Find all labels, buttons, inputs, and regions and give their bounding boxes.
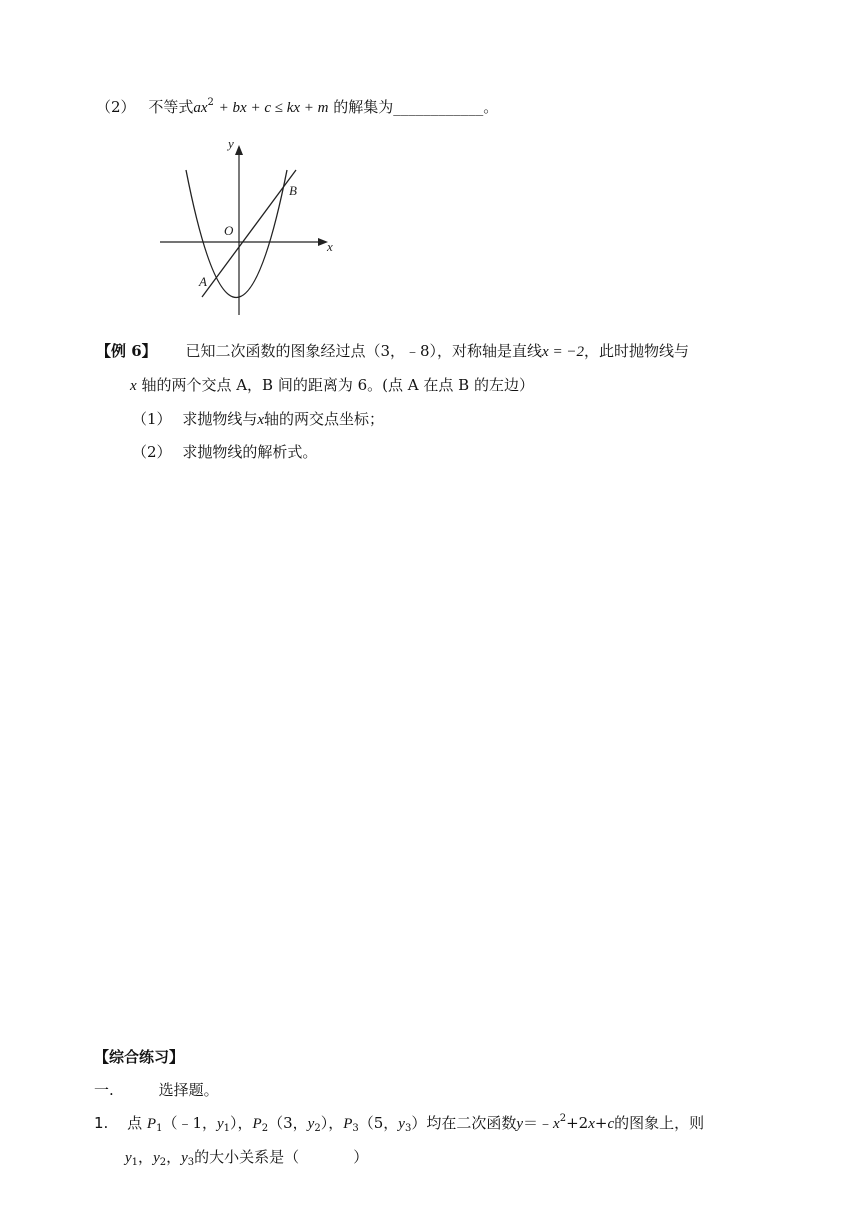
q1-l2-y1: y <box>125 1150 132 1166</box>
section-label: 选择题。 <box>158 1081 219 1099</box>
q1-l2-y3-sub: 3 <box>187 1157 195 1168</box>
q1-p2-sub: 2 <box>261 1123 269 1134</box>
ex6-text1a: 已知二次函数的图象经过点（3，﹣8），对称轴是直线 <box>185 342 543 360</box>
q1-number: 1. <box>94 1114 109 1132</box>
q2-term-a: ax <box>193 100 208 116</box>
q1-eq-plus: + <box>594 1114 608 1132</box>
q1-y1-sub: 1 <box>223 1123 231 1134</box>
q1-l2-comma1: ， <box>138 1148 154 1166</box>
origin-label: O <box>224 223 234 238</box>
section-one <box>94 1079 219 1100</box>
q2-end: 。 <box>483 98 499 116</box>
q1-text-c: ）， <box>230 1114 253 1132</box>
q1-y3: y <box>398 1116 405 1132</box>
q1-l2-y2: y <box>153 1150 160 1166</box>
q1-eq-c: c <box>607 1116 615 1132</box>
q1-eq-eq: ＝﹣ <box>523 1114 554 1132</box>
ex6-x: x <box>130 378 137 394</box>
q1-l2-close: ） <box>353 1148 369 1166</box>
ex6-text1b: ，此时抛物线与 <box>583 342 689 360</box>
q2-term-b: + bx + c ≤ kx + m <box>218 100 329 116</box>
q1-text-g: ）均在二次函数 <box>411 1114 517 1132</box>
ex6-sub1-label: （1） <box>132 410 172 428</box>
q1-l2-y3: y <box>181 1150 188 1166</box>
q1-eq-y: y <box>516 1116 524 1132</box>
straight-line <box>202 170 296 297</box>
q1-eq-plus2: +2 <box>566 1114 589 1132</box>
q1-eq-sup: 2 <box>559 1113 567 1124</box>
q2-line: （2） 不等式$ax^2$ + bx + c ≤ kx + m 的解集为____________。 <box>96 97 499 116</box>
ex6-sub1 <box>132 408 384 429</box>
q1-p3: P <box>343 1116 353 1132</box>
ex6-text2: 轴的两个交点 A，B 间的距离为 6。(点 A 在点 B 的左边） <box>141 376 534 394</box>
q1-p2: P <box>252 1116 262 1132</box>
q1-l2-comma2: ， <box>166 1148 182 1166</box>
parabola-figure <box>150 135 345 320</box>
q1-text-h: 的图象上，则 <box>614 1114 705 1132</box>
q2-label: （2） <box>96 98 136 116</box>
x-axis-label: x <box>327 239 333 254</box>
q1-line2 <box>125 1146 368 1168</box>
q1-text-e: ）， <box>320 1114 344 1132</box>
q1-line1 <box>94 1112 704 1134</box>
q1-text-b: （﹣1， <box>162 1114 217 1132</box>
y-axis-label: y <box>228 136 234 151</box>
q1-text-d: （3， <box>268 1114 308 1132</box>
q1-text-a: 点 <box>127 1114 143 1132</box>
q1-y2: y <box>307 1116 315 1132</box>
ex6-sub1-b: 轴的两交点坐标； <box>264 410 385 428</box>
q1-y2-sub: 2 <box>314 1123 321 1134</box>
ex6-sub1-a: 求抛物线与 <box>182 410 258 428</box>
q1-p1: P <box>146 1116 157 1132</box>
ex6-sub1-x: x <box>257 412 265 428</box>
q1-y1: y <box>216 1116 224 1132</box>
q1-text-f: （5， <box>358 1114 399 1132</box>
q1-y3-sub: 3 <box>404 1123 412 1134</box>
q1-eq-x: x <box>553 1116 560 1132</box>
ex6-tag: 【例 6】 <box>96 342 157 360</box>
y-axis-arrow <box>235 145 243 155</box>
q1-l2-tail: 的大小关系是（ <box>194 1148 300 1166</box>
q2-pre: 不等式 <box>148 98 194 116</box>
ex6-line1 <box>96 340 689 361</box>
q1-l2-y2-sub: 2 <box>159 1157 167 1168</box>
q2-blank: ____________ <box>393 98 484 116</box>
q2-post: 的解集为 <box>333 98 394 116</box>
point-b-label: B <box>289 183 297 198</box>
q1-p3-sub: 3 <box>352 1123 359 1134</box>
ex6-sub2 <box>132 441 317 462</box>
point-a-label: A <box>199 274 207 289</box>
q1-eq-x2: x <box>588 1116 595 1132</box>
ex6-sub2-text: 求抛物线的解析式。 <box>182 443 318 461</box>
q1-l2-y1-sub: 1 <box>131 1157 139 1168</box>
section-number: 一. <box>94 1081 114 1099</box>
q1-p1-sub: 1 <box>156 1123 163 1134</box>
practice-title: 【综合练习】 <box>94 1048 185 1066</box>
ex6-line2 <box>130 374 534 395</box>
ex6-eq: x = −2 <box>542 344 584 360</box>
ex6-sub2-label: （2） <box>132 443 172 461</box>
